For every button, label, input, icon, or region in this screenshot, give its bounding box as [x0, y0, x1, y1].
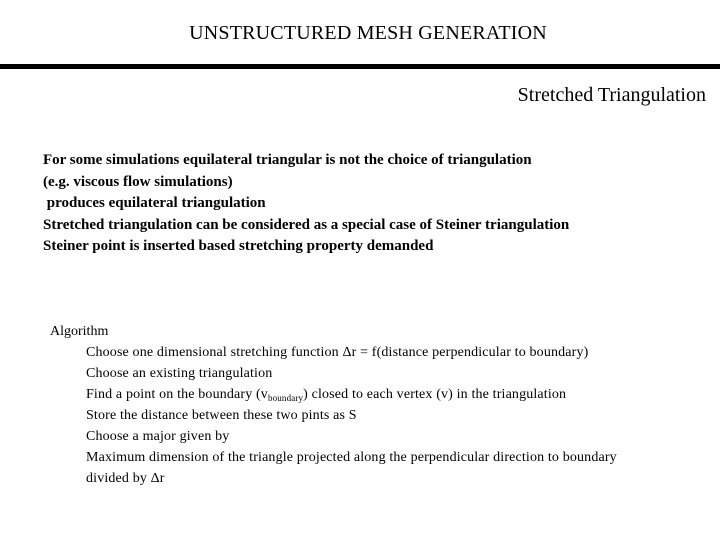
- algorithm-step: Store the distance between these two pints as S: [86, 408, 357, 423]
- algorithm-step: Choose a major given by: [86, 429, 230, 444]
- algorithm-section: [50, 321, 710, 489]
- step-text: ) closed to each vertex (v) in the triangulation: [303, 387, 567, 402]
- algorithm-step: divided by Δr: [86, 471, 165, 486]
- key-points-list: [43, 150, 713, 258]
- step-text: Find a point on the boundary (v: [86, 387, 268, 402]
- algorithm-steps: [50, 342, 710, 489]
- slide-title: UNSTRUCTURED MESH GENERATION: [189, 22, 547, 44]
- subscript: boundary: [267, 393, 304, 403]
- algorithm-title: Algorithm: [50, 324, 109, 339]
- algorithm-step: Maximum dimension of the triangle projected along the perpendicular direction to boundary: [86, 450, 617, 465]
- key-point: (e.g. viscous flow simulations): [43, 173, 233, 190]
- key-point: Stretched triangulation can be considered as a special case of Steiner triangulation: [43, 216, 570, 233]
- algorithm-step: [86, 384, 710, 405]
- key-point: produces equilateral triangulation: [43, 195, 266, 211]
- key-point: Steiner point is inserted based stretching property demanded: [43, 238, 434, 254]
- key-point: For some simulations equilateral triangular is not the choice of triangulation: [43, 152, 532, 168]
- algorithm-step: Choose an existing triangulation: [86, 366, 273, 381]
- title-divider: [0, 64, 720, 69]
- section-title: Stretched Triangulation: [517, 84, 706, 106]
- algorithm-step: Choose one dimensional stretching function Δr = f(distance perpendicular to boundary): [86, 345, 589, 360]
